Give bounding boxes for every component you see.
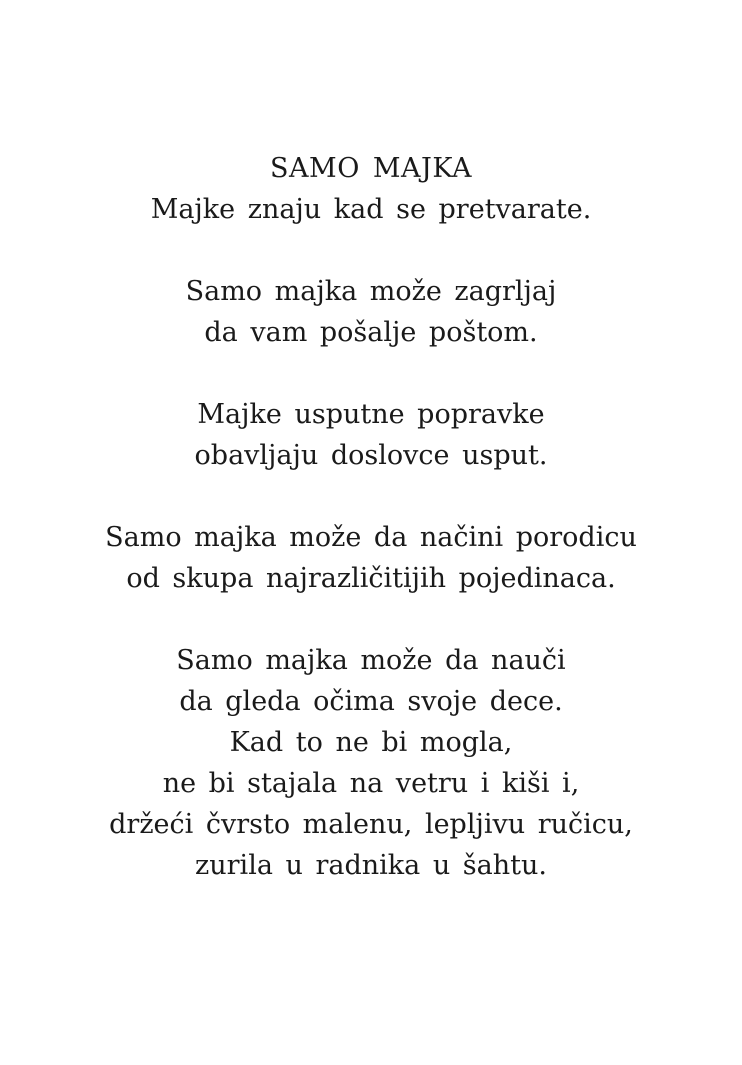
- poem-line: da vam pošalje poštom.: [204, 317, 538, 348]
- poem-line: da gleda očima svoje dece.: [179, 686, 563, 717]
- poem-title: SAMO MAJKA: [270, 153, 472, 184]
- stanza-break: [0, 353, 742, 394]
- poem-line: ne bi stajala na vetru i kiši i,: [162, 768, 580, 799]
- poem-line: od skupa najrazličitijih pojedinaca.: [126, 563, 616, 594]
- poem-line: Samo majka može zagrljaj: [185, 276, 557, 307]
- poem-line: zurila u radnika u šahtu.: [195, 850, 547, 881]
- poem-line: Majke usputne popravke: [197, 399, 545, 430]
- poem-line: Majke znaju kad se pretvarate.: [150, 194, 592, 225]
- poem-line: Samo majka može da nauči: [176, 645, 566, 676]
- poem-line: Samo majka može da načini porodicu: [105, 522, 637, 553]
- poem-line: Kad to ne bi mogla,: [229, 727, 513, 758]
- poem-line: držeći čvrsto malenu, lepljivu ručicu,: [109, 809, 633, 840]
- stanza-break: [0, 230, 742, 271]
- stanza-break: [0, 476, 742, 517]
- poem-line: obavljaju doslovce usput.: [194, 440, 548, 471]
- poem: [0, 148, 742, 886]
- stanza-break: [0, 599, 742, 640]
